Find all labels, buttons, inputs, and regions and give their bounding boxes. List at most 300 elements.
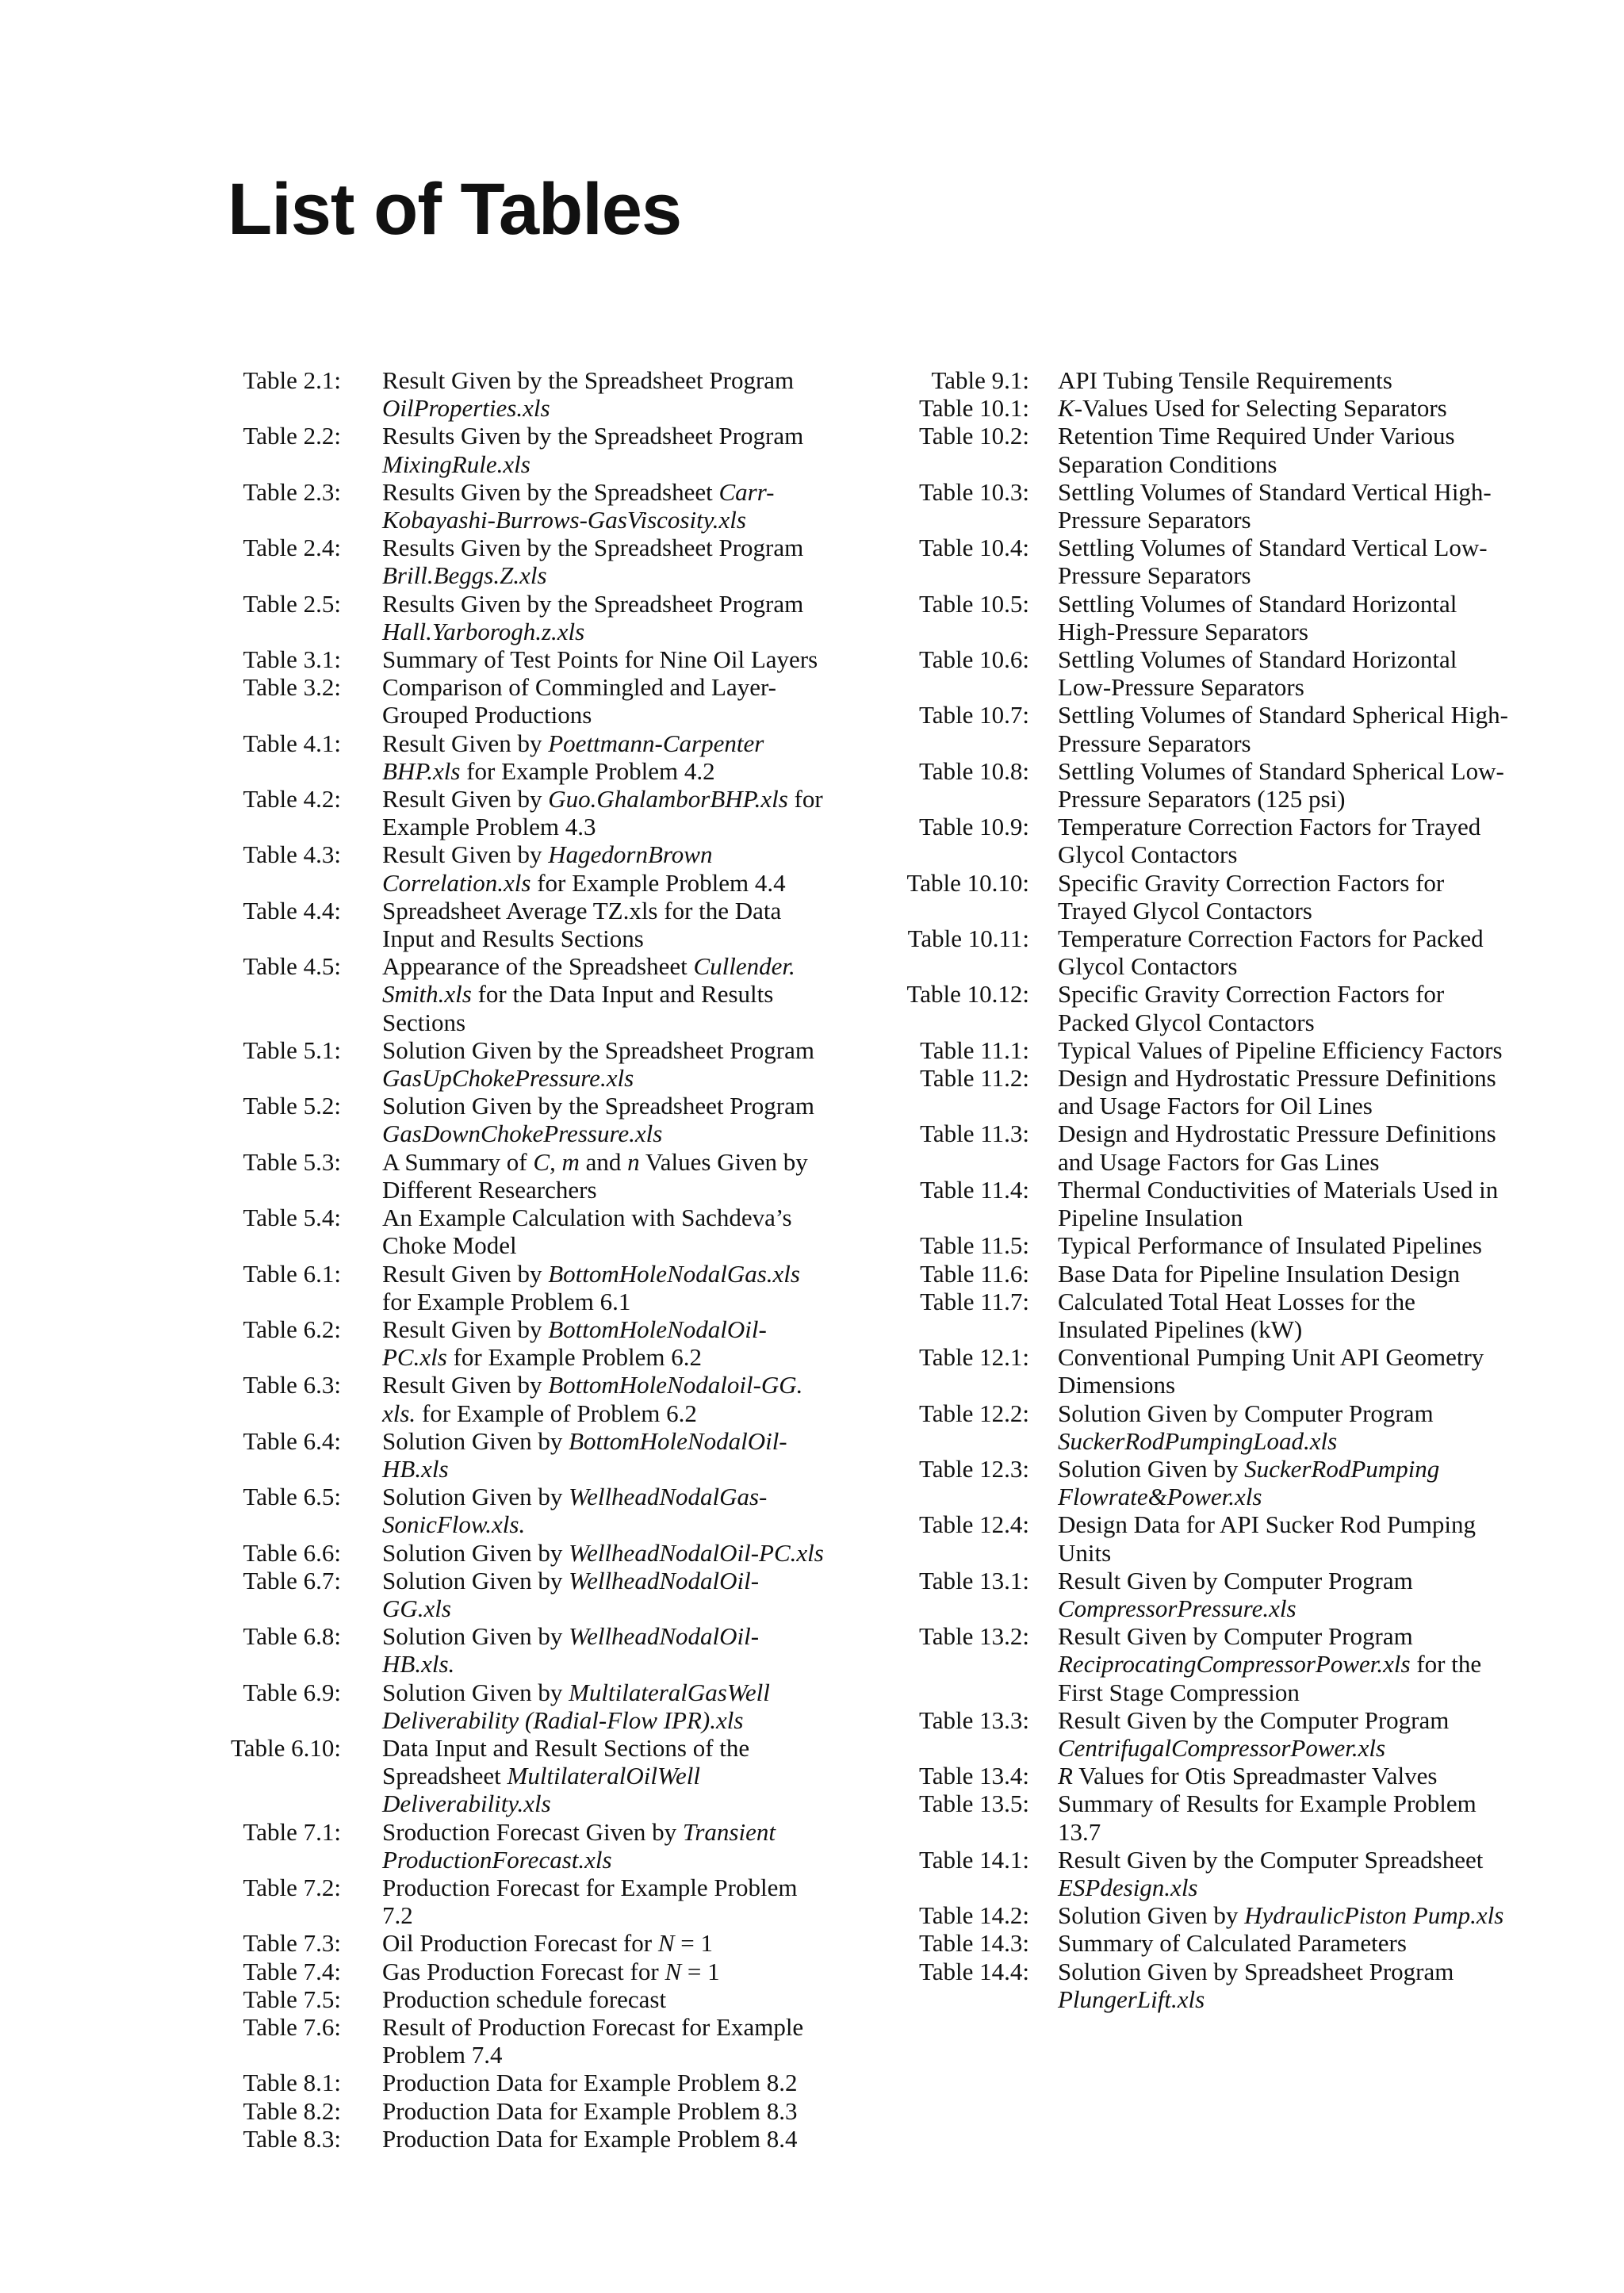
toc-entry[interactable] (214, 897, 848, 952)
title-segment: Solution Given by (382, 1483, 569, 1511)
table-number: Table 4.1: (243, 729, 341, 757)
table-number: Table 8.3: (243, 2124, 341, 2153)
table-number: Table 13.4: (918, 1762, 1029, 1790)
title-segment: Result Given by the Spreadsheet Program (382, 366, 795, 394)
title-segment: Result Given by the Computer Program (1058, 1705, 1450, 1734)
title-segment-italic: WellheadNodalGas-SonicFlow.xls. (382, 1483, 768, 1539)
title-segment-italic: CompressorPressure.xls (1058, 1594, 1297, 1622)
table-title (382, 840, 826, 896)
title-segment: Oil Production Forecast for (382, 1929, 658, 1958)
table-number: Table 4.2: (243, 785, 341, 813)
title-segment: for the First Stage Compression (1058, 1650, 1482, 1706)
table-number: Table 10.1: (918, 394, 1029, 423)
toc-entry[interactable] (214, 952, 848, 1036)
table-number: Table 6.4: (243, 1426, 341, 1455)
toc-entry[interactable] (214, 645, 848, 673)
table-title (1058, 1064, 1510, 1120)
table-number: Table 4.5: (243, 952, 341, 981)
table-title (1058, 1706, 1510, 1762)
table-title (1058, 645, 1510, 701)
toc-entry[interactable] (879, 1958, 1513, 2013)
title-segment: for Example of Problem 6.2 (416, 1399, 697, 1427)
title-segment: Result Given by (382, 840, 549, 869)
table-title (382, 1204, 826, 1259)
title-segment: Solution Given by Spreadsheet Program (1058, 1957, 1454, 1985)
title-segment: Result Given by the Computer Spreadsheet (1058, 1845, 1484, 1874)
toc-entry[interactable] (879, 980, 1513, 1035)
table-number: Table 2.2: (243, 422, 341, 450)
toc-entry[interactable] (214, 1539, 848, 1567)
table-number: Table 2.4: (243, 534, 341, 562)
title-segment-italic: GasDownChokePressure.xls (382, 1120, 663, 1148)
table-number: Table 5.2: (243, 1092, 341, 1120)
title-segment: Result Given by (382, 1315, 549, 1343)
toc-entry[interactable] (214, 1427, 848, 1483)
table-number: Table 11.6: (920, 1259, 1029, 1288)
table-title (1058, 1622, 1510, 1706)
table-number: Table 6.7: (243, 1566, 341, 1594)
title-segment-italic: BottomHoleNodalOil-PC.xls (382, 1315, 767, 1372)
toc-entry[interactable] (879, 1929, 1513, 1957)
title-segment: Gas Production Forecast for (382, 1957, 665, 1985)
title-segment: Retention Time Required Under Various Separation Conditions (1058, 422, 1455, 478)
table-title (382, 366, 826, 422)
toc-entry[interactable] (214, 590, 848, 645)
page-title: List of Tables (228, 169, 682, 250)
table-number: Table 10.4: (918, 534, 1029, 562)
table-number: Table 12.2: (918, 1399, 1029, 1427)
title-segment: Solution Given by (382, 1622, 569, 1651)
title-segment: Production Data for Example Problem 8.4 (382, 2124, 798, 2153)
table-number: Table 6.8: (243, 1622, 341, 1651)
table-title (382, 1929, 826, 1957)
title-segment: Settling Volumes of Standard Spherical Low-Pressure Separators (125 psi) (1058, 756, 1504, 813)
table-number: Table 10.8: (918, 756, 1029, 785)
title-segment: and (579, 1147, 628, 1176)
table-title (1058, 813, 1510, 868)
table-number: Table 6.10: (230, 1733, 341, 1762)
table-number: Table 12.4: (918, 1510, 1029, 1539)
toc-entry[interactable] (214, 785, 848, 840)
title-segment: Solution Given by (382, 1566, 569, 1594)
title-segment: Result of Production Forecast for Example Problem 7.4 (382, 2012, 804, 2069)
title-segment: Typical Values of Pipeline Efficiency Factors (1058, 1035, 1503, 1064)
title-segment: for Example Problem 6.1 (382, 1287, 631, 1315)
table-title (382, 1092, 826, 1147)
toc-column-right (879, 366, 1513, 2013)
title-segment: Settling Volumes of Standard Spherical High-Pressure Separators (1058, 701, 1508, 757)
title-segment: Production Data for Example Problem 8.2 (382, 2069, 798, 2097)
toc-entry[interactable] (879, 478, 1513, 534)
toc-entry[interactable] (214, 1204, 848, 1259)
table-title (382, 590, 826, 645)
title-segment-italic: BottomHoleNodaloil-GG. xls. (382, 1371, 803, 1427)
toc-entry[interactable] (214, 1315, 848, 1371)
table-title (1058, 1929, 1510, 1957)
table-title (1058, 1455, 1510, 1510)
table-title (382, 729, 826, 785)
title-segment-italic: MultilateralGasWell Deliverability (Radial-Flow IPR).xls (382, 1678, 770, 1734)
toc-entry[interactable] (214, 366, 848, 422)
title-segment: A Summary of (382, 1147, 534, 1176)
title-segment: Typical Performance of Insulated Pipelines (1058, 1231, 1482, 1260)
toc-entry[interactable] (214, 2069, 848, 2096)
title-segment-italic: Cullender. Smith.xls (382, 952, 795, 1009)
toc-entry[interactable] (879, 1036, 1513, 1064)
table-number: Table 13.5: (918, 1790, 1029, 1818)
toc-entry[interactable] (879, 1567, 1513, 1622)
title-segment-italic: MixingRule.xls (382, 450, 530, 478)
toc-entry[interactable] (214, 2097, 848, 2125)
table-title (382, 422, 826, 477)
table-title (382, 1679, 826, 1734)
table-number: Table 11.5: (920, 1231, 1029, 1260)
table-title (382, 1539, 826, 1567)
table-number: Table 13.2: (918, 1622, 1029, 1651)
toc-entry[interactable] (214, 1148, 848, 1204)
table-title (1058, 1846, 1510, 1901)
toc-entry[interactable] (879, 534, 1513, 589)
table-title (382, 1260, 826, 1315)
toc-entry[interactable] (214, 1092, 848, 1147)
table-title (382, 1874, 826, 1929)
title-segment-italic: MultilateralOilWell Deliverability.xls (382, 1762, 700, 1818)
title-segment: Solution Given by the Spreadsheet Program (382, 1035, 814, 1064)
table-number: Table 11.1: (920, 1035, 1029, 1064)
table-title (1058, 869, 1510, 924)
title-segment: Design and Hydrostatic Pressure Definitions and Usage Factors for Oil Lines (1058, 1064, 1496, 1120)
title-segment-italic: Brill.Beggs.Z.xls (382, 561, 547, 590)
title-segment: for Example Problem 4.3 (382, 785, 823, 841)
title-segment: Specific Gravity Correction Factors for Trayed Glycol Contactors (1058, 868, 1445, 924)
toc-entry[interactable] (214, 422, 848, 477)
toc-entry[interactable] (879, 924, 1513, 980)
title-segment: Result Given by Computer Program (1058, 1622, 1413, 1651)
title-segment-italic: Hall.Yarborogh.z.xls (382, 617, 585, 645)
table-number: Table 12.1: (918, 1343, 1029, 1372)
title-segment-italic: WellheadNodalOil-HB.xls. (382, 1622, 760, 1679)
toc-entry[interactable] (879, 1120, 1513, 1175)
title-segment: = 1 (674, 1929, 713, 1958)
toc-entry[interactable] (214, 478, 848, 534)
title-segment: Comparison of Commingled and Layer-Grouped Productions (382, 673, 776, 729)
table-number: Table 10.2: (918, 422, 1029, 450)
table-title (382, 952, 826, 1036)
table-title (382, 1622, 826, 1678)
table-number: Table 6.1: (243, 1259, 341, 1288)
title-segment-italic: K (1058, 394, 1074, 423)
title-segment: Results Given by the Spreadsheet Program (382, 589, 804, 618)
title-segment: Settling Volumes of Standard Vertical High-Pressure Separators (1058, 477, 1492, 534)
table-title (1058, 422, 1510, 477)
toc-entry[interactable] (879, 1343, 1513, 1399)
toc-entry[interactable] (879, 590, 1513, 645)
table-title (1058, 478, 1510, 534)
title-segment: for the Data Input and Results Sections (382, 980, 774, 1036)
title-segment-italic: OilProperties.xls (382, 394, 550, 423)
title-segment-italic: ReciprocatingCompressorPower.xls (1058, 1650, 1411, 1679)
table-title (1058, 394, 1510, 422)
toc-entry[interactable] (214, 2013, 848, 2069)
table-number: Table 3.2: (243, 673, 341, 702)
table-number: Table 2.5: (243, 589, 341, 618)
title-segment: = 1 (681, 1957, 720, 1985)
toc-entry[interactable] (214, 1036, 848, 1092)
toc-entry[interactable] (879, 1510, 1513, 1566)
toc-entry[interactable] (214, 1734, 848, 1818)
toc-entry[interactable] (879, 394, 1513, 422)
title-segment: Results Given by the Spreadsheet (382, 477, 719, 506)
table-number: Table 6.9: (243, 1678, 341, 1706)
toc-entry[interactable] (214, 729, 848, 785)
table-number: Table 8.2: (243, 2096, 341, 2125)
table-number: Table 8.1: (243, 2069, 341, 2097)
table-title (1058, 1901, 1510, 1929)
table-number: Table 7.5: (243, 1985, 341, 2013)
table-number: Table 10.12: (906, 980, 1029, 1009)
table-number: Table 11.4: (920, 1175, 1029, 1204)
table-title (382, 1371, 826, 1426)
title-segment: Appearance of the Spreadsheet (382, 952, 694, 981)
toc-entry[interactable] (879, 757, 1513, 813)
table-number: Table 13.3: (918, 1705, 1029, 1734)
table-number: Table 7.2: (243, 1873, 341, 1901)
title-segment: Production Data for Example Problem 8.3 (382, 2096, 798, 2125)
toc-entry[interactable] (879, 1790, 1513, 1845)
toc-entry[interactable] (879, 1455, 1513, 1510)
toc-entry[interactable] (214, 1985, 848, 2013)
title-segment: Solution Given by (382, 1678, 569, 1706)
toc-entry[interactable] (879, 366, 1513, 394)
toc-entry[interactable] (214, 1679, 848, 1734)
table-number: Table 14.2: (918, 1901, 1029, 1930)
title-segment-italic: BottomHoleNodalGas.xls (548, 1259, 800, 1288)
table-title (382, 2013, 826, 2069)
title-segment: Production Forecast for Example Problem 7.2 (382, 1873, 798, 1930)
table-number: Table 10.11: (907, 924, 1029, 953)
toc-column-left (214, 366, 848, 2153)
table-title (382, 1567, 826, 1622)
title-segment: An Example Calculation with Sachdeva’s Choke Model (382, 1204, 792, 1260)
title-segment: Settling Volumes of Standard Horizontal Low-Pressure Separators (1058, 645, 1457, 702)
title-segment: Solution Given by (1058, 1901, 1245, 1930)
title-segment: Design and Hydrostatic Pressure Definitions and Usage Factors for Gas Lines (1058, 1120, 1496, 1176)
title-segment-italic: Carr-Kobayashi-Burrows-GasViscosity.xls (382, 477, 775, 534)
toc-entry[interactable] (879, 422, 1513, 477)
title-segment: Result Given by (382, 1259, 549, 1288)
table-number: Table 10.9: (918, 813, 1029, 841)
title-segment-italic: BottomHoleNodalOil-HB.xls (382, 1426, 787, 1483)
toc-entry[interactable] (879, 1762, 1513, 1790)
table-title (382, 2069, 826, 2096)
table-number: Table 11.2: (920, 1064, 1029, 1093)
table-title (1058, 1762, 1510, 1790)
title-segment-italic: HydraulicPiston Pump.xls (1244, 1901, 1504, 1930)
table-number: Table 10.10: (906, 868, 1029, 897)
toc-entry[interactable] (879, 1176, 1513, 1231)
title-segment: Specific Gravity Correction Factors for Packed Glycol Contactors (1058, 980, 1445, 1036)
table-number: Table 13.1: (918, 1566, 1029, 1594)
title-segment-italic: N (665, 1957, 682, 1985)
title-segment-italic: Poettmann-Carpenter BHP.xls (382, 729, 764, 785)
toc-entry[interactable] (879, 645, 1513, 701)
table-title (382, 645, 826, 673)
table-title (382, 785, 826, 840)
title-segment: Values for Otis Spreadmaster Valves (1072, 1762, 1438, 1790)
toc-entry[interactable] (879, 1064, 1513, 1120)
title-segment: Result Given by (382, 1371, 549, 1399)
table-number: Table 10.6: (918, 645, 1029, 674)
table-number: Table 5.4: (243, 1204, 341, 1232)
title-segment: Results Given by the Spreadsheet Program (382, 534, 804, 562)
title-segment: Base Data for Pipeline Insulation Design (1058, 1259, 1461, 1288)
title-segment: Production schedule forecast (382, 1985, 667, 2013)
table-number: Table 6.2: (243, 1315, 341, 1343)
toc-entry[interactable] (214, 1260, 848, 1315)
table-number: Table 5.3: (243, 1147, 341, 1176)
table-title (382, 1427, 826, 1483)
title-segment: Result Given by (382, 729, 549, 757)
table-title (1058, 366, 1510, 394)
title-segment: Settling Volumes of Standard Horizontal High-Pressure Separators (1058, 589, 1457, 645)
toc-entry[interactable] (214, 1371, 848, 1426)
table-title (1058, 757, 1510, 813)
table-number: Table 6.3: (243, 1371, 341, 1399)
table-title (382, 897, 826, 952)
table-title (1058, 1260, 1510, 1288)
table-number: Table 4.4: (243, 896, 341, 924)
table-number: Table 14.3: (918, 1929, 1029, 1958)
toc-entry[interactable] (879, 1846, 1513, 1901)
title-segment-italic: WellheadNodalOil-GG.xls (382, 1566, 760, 1622)
title-segment: Thermal Conductivities of Materials Used in Pipeline Insulation (1058, 1175, 1499, 1232)
title-segment: Conventional Pumping Unit API Geometry Dimensions (1058, 1343, 1484, 1399)
title-segment: for Example Problem 4.4 (530, 868, 786, 897)
table-title (1058, 1958, 1510, 2013)
title-segment: Solution Given by the Spreadsheet Program (382, 1092, 814, 1120)
title-segment: Solution Given by (1058, 1454, 1245, 1483)
table-title (382, 1985, 826, 2013)
toc-entry[interactable] (879, 1288, 1513, 1343)
toc-entry[interactable] (879, 813, 1513, 868)
table-number: Table 11.7: (920, 1287, 1029, 1315)
title-segment: Results Given by the Spreadsheet Program (382, 422, 804, 450)
toc-entry[interactable] (214, 1874, 848, 1929)
title-segment: Summary of Test Points for Nine Oil Layers (382, 645, 818, 674)
table-number: Table 3.1: (243, 645, 341, 674)
table-title (382, 1148, 826, 1204)
title-segment-italic: Guo.GhalamborBHP.xls (548, 785, 788, 813)
table-title (382, 1036, 826, 1092)
title-segment-italic: ESPdesign.xls (1058, 1873, 1198, 1901)
title-segment-italic: PlungerLift.xls (1058, 1985, 1205, 2013)
title-segment-italic: Transient ProductionForecast.xls (382, 1817, 776, 1874)
table-title (1058, 1176, 1510, 1231)
table-title (382, 2125, 826, 2153)
table-title (1058, 924, 1510, 980)
title-segment-italic: WellheadNodalOil-PC.xls (569, 1538, 824, 1567)
toc-entry[interactable] (214, 673, 848, 729)
table-number: Table 10.5: (918, 589, 1029, 618)
toc-entry[interactable] (214, 840, 848, 896)
table-title (382, 1483, 826, 1538)
title-segment-italic: HagedornBrown Correlation.xls (382, 840, 713, 897)
title-segment: Values Given by Different Researchers (382, 1147, 808, 1204)
toc-entry[interactable] (214, 1929, 848, 1957)
title-segment: Solution Given by (382, 1426, 569, 1455)
title-segment: Solution Given by Computer Program (1058, 1399, 1434, 1427)
table-number: Table 5.1: (243, 1035, 341, 1064)
table-number: Table 14.1: (918, 1845, 1029, 1874)
title-segment-italic: N (657, 1929, 675, 1958)
table-number: Table 14.4: (918, 1957, 1029, 1985)
toc-entry[interactable] (879, 1399, 1513, 1455)
toc-entry[interactable] (214, 1958, 848, 1985)
title-segment-italic: SuckerRodPumpingLoad.xls (1058, 1426, 1338, 1455)
table-title (1058, 534, 1510, 589)
table-number: Table 10.7: (918, 701, 1029, 729)
title-segment: for Example Problem 4.2 (460, 756, 715, 785)
table-title (1058, 1399, 1510, 1455)
table-number: Table 6.6: (243, 1538, 341, 1567)
table-number: Table 2.3: (243, 477, 341, 506)
table-number: Table 6.5: (243, 1483, 341, 1511)
title-segment: for Example Problem 6.2 (446, 1343, 702, 1372)
title-segment: Data Input and Result Sections of the Spreadsheet (382, 1733, 750, 1790)
title-segment: API Tubing Tensile Requirements (1058, 366, 1392, 394)
toc-entry[interactable] (214, 1622, 848, 1678)
toc-entry[interactable] (879, 1706, 1513, 1762)
table-title (1058, 1790, 1510, 1845)
table-number: Table 12.3: (918, 1454, 1029, 1483)
toc-entry[interactable] (879, 869, 1513, 924)
title-segment-italic: CentrifugalCompressorPower.xls (1058, 1733, 1386, 1762)
toc-entry[interactable] (879, 1901, 1513, 1929)
table-number: Table 7.4: (243, 1957, 341, 1985)
table-number: Table 11.3: (920, 1120, 1029, 1148)
title-segment: Spreadsheet Average TZ.xls for the Data Input and Results Sections (382, 896, 782, 953)
toc-entry[interactable] (879, 701, 1513, 756)
title-segment: Sroduction Forecast Given by (382, 1817, 683, 1846)
table-number: Table 4.3: (243, 840, 341, 869)
toc-entry[interactable] (879, 1622, 1513, 1706)
table-title (382, 1958, 826, 1985)
table-number: Table 2.1: (243, 366, 341, 394)
toc-entry[interactable] (214, 2125, 848, 2153)
table-title (382, 534, 826, 589)
table-number: Table 7.3: (243, 1929, 341, 1958)
title-segment: Temperature Correction Factors for Packed Glycol Contactors (1058, 924, 1484, 981)
table-number: Table 9.1: (931, 366, 1029, 394)
toc-entry[interactable] (879, 1260, 1513, 1288)
table-title (1058, 1036, 1510, 1064)
table-title (1058, 1343, 1510, 1399)
title-segment: Calculated Total Heat Losses for the Insulated Pipelines (kW) (1058, 1287, 1415, 1343)
toc-entry[interactable] (214, 1567, 848, 1622)
title-segment: Summary of Calculated Parameters (1058, 1929, 1407, 1958)
table-title (382, 2097, 826, 2125)
toc-entry[interactable] (214, 534, 848, 589)
table-title (1058, 980, 1510, 1035)
title-segment-italic: SuckerRodPumping Flowrate&Power.xls (1058, 1454, 1440, 1511)
table-title (382, 673, 826, 729)
table-title (1058, 1510, 1510, 1566)
toc-entry[interactable] (879, 1231, 1513, 1259)
title-segment: Summary of Results for Example Problem 13.7 (1058, 1790, 1477, 1846)
table-title (1058, 590, 1510, 645)
toc-entry[interactable] (214, 1818, 848, 1874)
toc-entry[interactable] (214, 1483, 848, 1538)
